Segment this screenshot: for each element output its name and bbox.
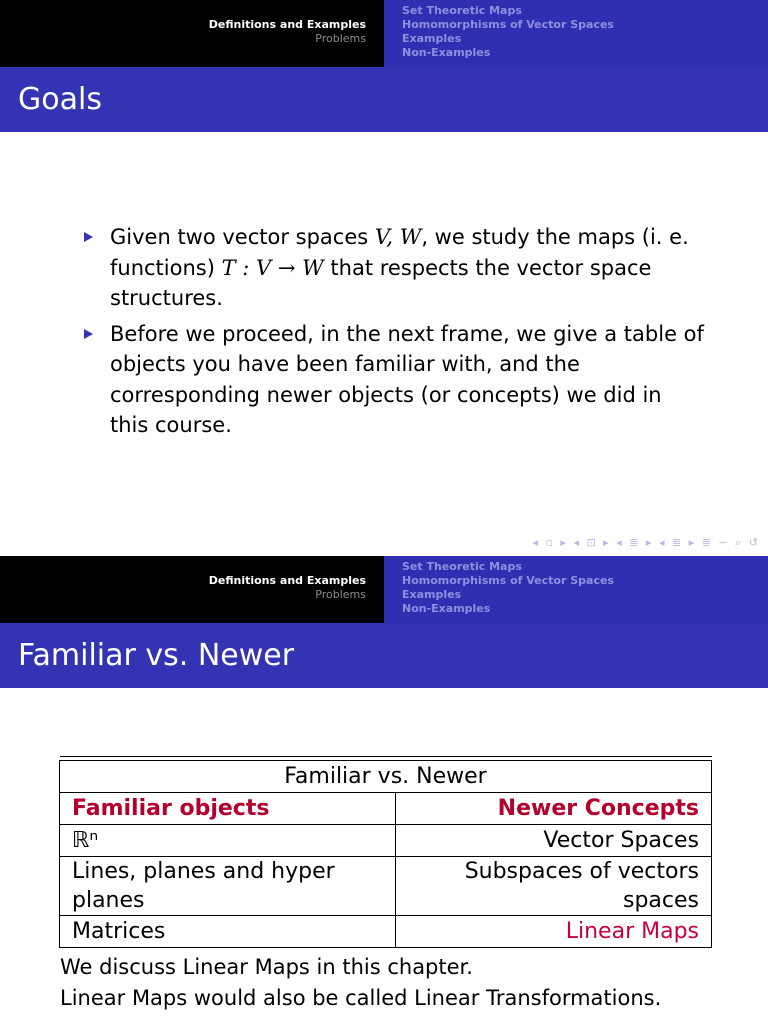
table-header-row (60, 793, 712, 825)
frame-title-bar (0, 623, 768, 688)
closing-line: We discuss Linear Maps in this chapter. (60, 955, 473, 979)
beamer-navigation-icons[interactable]: ◂ ▫ ▸ ◂ ⊡ ▸ ◂ ≣ ▸ ◂ ≣ ▸ ≣ ∽ ⌕ ↺ (532, 536, 760, 549)
nav-section-active[interactable]: Definitions and Examples (208, 18, 366, 31)
math-map: T : V → W (221, 255, 324, 280)
table-row (60, 857, 712, 916)
subsection-nav (384, 0, 768, 67)
frame-title: Goals (18, 82, 102, 117)
comparison-table (59, 760, 712, 948)
section-nav (0, 556, 384, 623)
cell-familiar: ℝⁿ (60, 825, 396, 857)
bullet-triangle-icon (84, 329, 93, 339)
bullet-text: Before we proceed, in the next frame, we give a table of objects you have been familiar with, and the corresponding newer objects (or concepts) we did in this course. (110, 321, 704, 437)
bullet-item (84, 319, 704, 441)
section-nav (0, 0, 384, 67)
bullet-text: , we study the maps (i. e. functions) (110, 225, 689, 280)
nav-subsection[interactable]: Homomorphisms of Vector Spaces (402, 18, 614, 31)
table-top-rule (60, 756, 712, 757)
nav-subsection[interactable]: Examples (402, 32, 462, 45)
math-vw: V, W (374, 225, 422, 249)
bullet-text: that respects the vector space structures. (110, 255, 652, 310)
header-bar (0, 556, 768, 623)
table-caption-row (60, 761, 712, 793)
closing-text (60, 952, 661, 1014)
nav-section-problems[interactable]: Problems (315, 588, 366, 601)
cell-newer: Vector Spaces (395, 825, 711, 857)
cell-newer: Subspaces of vectors spaces (395, 857, 711, 916)
table-row (60, 916, 712, 948)
bullet-triangle-icon (84, 232, 93, 242)
nav-section-active[interactable]: Definitions and Examples (208, 574, 366, 587)
table-row (60, 825, 712, 857)
frame-title: Familiar vs. Newer (18, 638, 295, 673)
nav-subsection[interactable]: Examples (402, 588, 462, 601)
header-familiar: Familiar objects (60, 793, 396, 825)
subsection-nav (384, 556, 768, 623)
nav-subsection[interactable]: Non-Examples (402, 46, 491, 59)
nav-subsection[interactable]: Non-Examples (402, 602, 491, 615)
header-bar (0, 0, 768, 67)
header-newer: Newer Concepts (395, 793, 711, 825)
nav-subsection[interactable]: Set Theoretic Maps (402, 560, 522, 573)
bullet-text: Given two vector spaces (110, 225, 375, 249)
slide-familiar-vs-newer (0, 556, 768, 1024)
cell-familiar: Matrices (60, 916, 396, 948)
bullet-list (84, 222, 704, 446)
closing-line: Linear Maps would also be called Linear Transformations. (60, 986, 662, 1010)
nav-subsection[interactable]: Set Theoretic Maps (402, 4, 522, 17)
frame-title-bar (0, 67, 768, 132)
cell-familiar: Lines, planes and hyper planes (60, 857, 396, 916)
table-caption: Familiar vs. Newer (60, 761, 712, 793)
bullet-item (84, 222, 704, 314)
nav-subsection[interactable]: Homomorphisms of Vector Spaces (402, 574, 614, 587)
cell-newer-highlight: Linear Maps (395, 916, 711, 948)
nav-section-problems[interactable]: Problems (315, 32, 366, 45)
